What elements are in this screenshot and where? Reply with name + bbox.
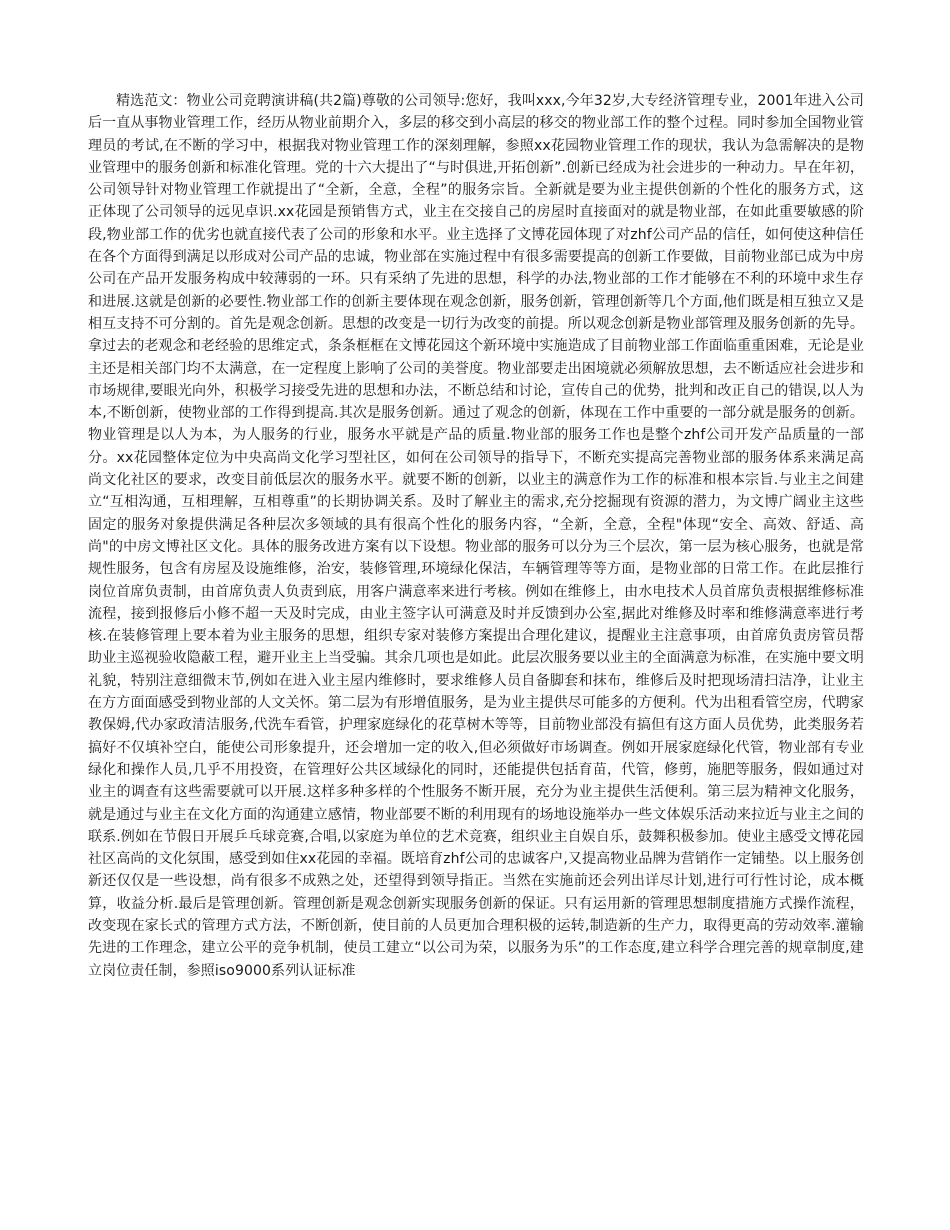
document-body-text: 精选范文：物业公司竞聘演讲稿(共2篇)尊敬的公司领导:您好，我叫xxx,今年32岁,大专经济管理专业，2001年进入公司后一直从事物业管理工作，经历从物业前期介入，多层的移交到小高层的移交的物业部工作的整个过程。同时参加全国物业管理员的考试,在不断的学习中，根据我对物业管理工作的深刻理解，参照xx花园物业管理工作的现状，我认为急需解决的是物业管理中的服务创新和标准化管理。党的十六大提出了“与时俱进,开拓创新”.创新已经成为社会进步的一种动力。早在年初，公司领导针对物业管理工作就提出了“全新，全意，全程”的服务宗旨。全新就是要为业主提供创新的个性化的服务方式，这正体现了公司领导的远见卓识.xx花园是预销售方式，业主在交接自己的房屋时直接面对的就是物业部，在如此重要敏感的阶段,物业部工作的优劣也就直接代表了公司的形象和水平。业主选择了文博花园体现了对zhf公司产品的信任，如何使这种信任在各个方面得到满足以形成对公司产品的忠诚，物业部在实施过程中有很多需要提高的创新工作要做，目前物业部已成为中房公司在产品开发服务构成中较薄弱的一环。只有采纳了先进的思想，科学的办法,物业部的工作才能够在不利的环境中求生存和进展.这就是创新的必要性.物业部工作的创新主要体现在观念创新，服务创新，管理创新等几个方面,他们既是相互独立又是相互支持不可分割的。首先是观念创新。思想的改变是一切行为改变的前提。所以观念创新是物业部管理及服务创新的先导。拿过去的老观念和老经验的思维定式，条条框框在文博花园这个新环境中实施造成了目前物业部工作面临重重困难，无论是业主还是相关部门均不太满意，在一定程度上影响了公司的美誉度。物业部要走出困境就必须解放思想，去不断适应社会进步和市场规律,要眼光向外，积极学习接受先进的思想和办法，不断总结和讨论，宣传自己的优势，批判和改正自己的错误,以人为本,不断创新，使物业部的工作得到提高.其次是服务创新。通过了观念的创新，体现在工作中重要的一部分就是服务的创新。物业管理是以人为本，为人服务的行业，服务水平就是产品的质量.物业部的服务工作也是整个zhf公司开发产品质量的一部分。xx花园整体定位为中央高尚文化学习型社区，如何在公司领导的指导下，不断充实提高完善物业部的服务体系来满足高尚文化社区的要求，改变目前低层次的服务水平。就要不断的创新，以业主的满意作为工作的标准和根本宗旨.与业主之间建立“互相沟通，互相理解，互相尊重”的长期协调关系。及时了解业主的需求,充分挖掘现有资源的潜力，为文博广阔业主这些固定的服务对象提供满足各种层次多领域的具有很高个性化的服务内容，“全新，全意，全程"体现“安全、高效、舒适、高尚"的中房文博社区文化。具体的服务改进方案有以下设想。物业部的服务可以分为三个层次，第一层为核心服务，也就是常规性服务，包含有房屋及设施维修，治安，装修管理,环境绿化保洁，车辆管理等等方面，是物业部的日常工作。在此层推行岗位首席负责制，由首席负责人负责到底，用客户满意率来进行考核。例如在维修上，由水电技术人员首席负责根据维修标准流程，接到报修后小修不超一天及时完成，由业主签字认可满意及时并反馈到办公室,据此对维修及时率和维修满意率进行考核.在装修管理上要本着为业主服务的思想，组织专家对装修方案提出合理化建议，提醒业主注意事项，由首席负责房管员帮助业主巡视验收隐蔽工程，避开业主上当受骗。其余几项也是如此。此层次服务要以业主的全面满意为标准，在实施中要文明礼貌，特别注意细微末节,例如在进入业主屋内维修时，要求维修人员自备脚套和抹布，维修后及时把现场清扫洁净，让业主在方方面面感受到物业部的人文关怀。第二层为有形增值服务，是为业主提供尽可能多的方便利。代为出租看管空房，代聘家教保姆,代办家政清洁服务,代洗车看管，护理家庭绿化的花草树木等等，目前物业部没有搞但有这方面人员优势，此类服务若搞好不仅填补空白，能使公司形象提升，还会增加一定的收入,但必须做好市场调查。例如开展家庭绿化代管，物业部有专业绿化和操作人员,几乎不用投资，在管理好公共区域绿化的同时，还能提供包括育苗，代管，修剪，施肥等服务，假如通过对业主的调查有这些需要就可以开展.这样多种多样的个性服务不断开展，充分为业主提供生活便利。第三层为精神文化服务，就是通过与业主在文化方面的沟通建立感情，物业部要不断的利用现有的场地设施举办一些文体娱乐活动来拉近与业主之间的联系.例如在节假日开展乒乓球竞赛,合唱,以家庭为单位的艺术竞赛，组织业主自娱自乐，鼓舞积极参加。使业主感受文博花园社区高尚的文化氛围，感受到如住xx花园的幸福。既培育zhf公司的忠诚客户,又提高物业品牌为营销作一定铺垫。以上服务创新还仅仅是一些设想，尚有很多不成熟之处，还望得到领导指正。当然在实施前还会列出详尽计划,进行可行性讨论，成本概算，收益分析.最后是管理创新。管理创新是观念创新实现服务创新的保证。只有运用新的管理思想制度措施方式操作流程，改变现在家长式的管理方式方法，不断创新，使目前的人员更加合理积极的运转,制造新的生产力，取得更高的劳动效率.灌输先进的工作理念，建立公平的竞争机制，使员工建立“以公司为荣，以服务为乐”的工作态度,建立科学合理完善的规章制度,建立岗位责任制，参照iso9000系列认证标准 [88, 93, 864, 979]
